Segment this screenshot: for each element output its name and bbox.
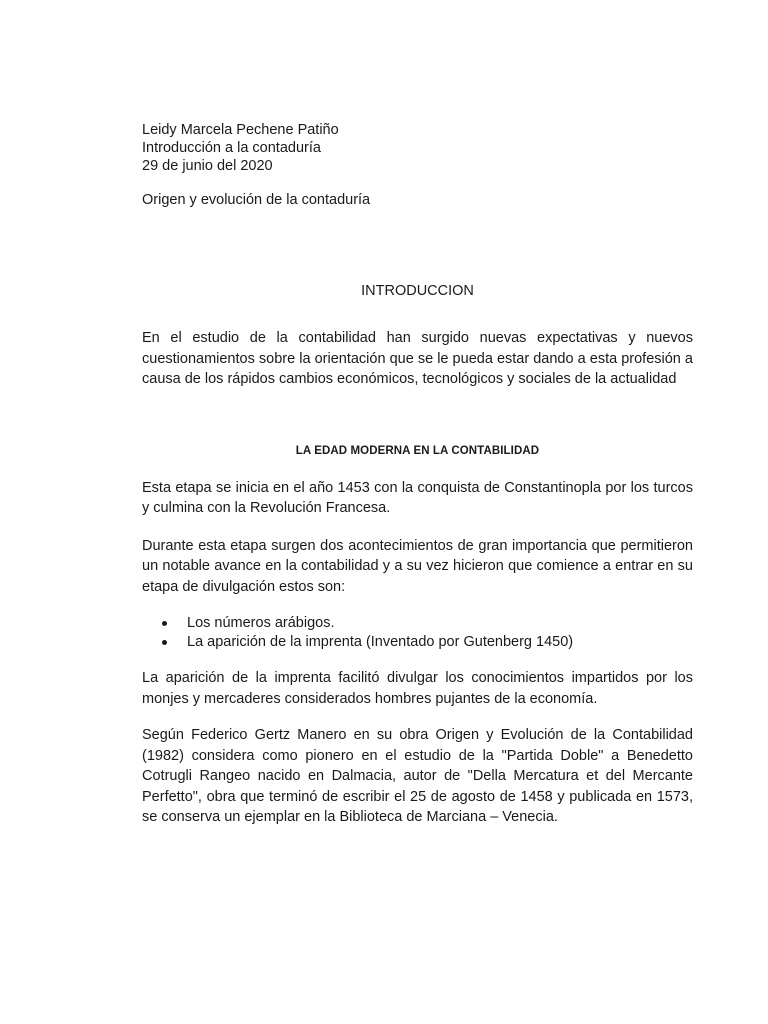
bullet-icon (162, 621, 167, 626)
introduction-heading: INTRODUCCION (361, 283, 474, 299)
list-item (142, 614, 693, 633)
bullet-icon (162, 640, 167, 645)
section-paragraph-1: Esta etapa se inicia en el año 1453 con la conquista de Constantinopla por los turcos y culmina con la Revolución Francesa. (142, 479, 693, 516)
document-date: 29 de junio del 2020 (142, 158, 273, 174)
list-item-text: Los números arábigos. (187, 615, 335, 631)
document-content (142, 121, 693, 828)
list-item (142, 633, 693, 652)
author-name: Leidy Marcela Pechene Patiño (142, 122, 339, 138)
section-heading: LA EDAD MODERNA EN LA CONTABILIDAD (295, 444, 540, 457)
list-item-text: La aparición de la imprenta (Inventado por Gutenberg 1450) (187, 634, 574, 650)
bullet-list (142, 614, 693, 652)
document-topic: Origen y evolución de la contaduría (142, 192, 371, 208)
section-paragraph-3: La aparición de la imprenta facilitó divulgar los conocimientos impartidos por los monjes y mercaderes considerados hombres pujantes de la economía. (142, 670, 693, 707)
course-name: Introducción a la contaduría (142, 140, 321, 156)
section-paragraph-4: Según Federico Gertz Manero en su obra Origen y Evolución de la Contabilidad (1982) considera como pionero en el estudio de la "Partida Doble" a Benedetto Cotrugli Rangeo nacido en Dalmacia, autor de "Della Mercatura et del Mercante Perfetto", obra que terminó de escribir el 25 de agosto de 1458 y publicada en 1573, se conserva un ejemplar en la Biblioteca de Marciana – Venecia. (142, 727, 693, 825)
introduction-paragraph: En el estudio de la contabilidad han surgido nuevas expectativas y nuevos cuestionamientos sobre la orientación que se le pueda estar dando a esta profesión a causa de los rápidos cambios económicos, tecnológicos y sociales de la actualidad (142, 330, 693, 387)
document-header (142, 121, 693, 175)
section-paragraph-2: Durante esta etapa surgen dos acontecimientos de gran importancia que permitieron un notable avance en la contabilidad y a su vez hicieron que comience a entrar en su etapa de divulgación estos son: (142, 537, 693, 595)
